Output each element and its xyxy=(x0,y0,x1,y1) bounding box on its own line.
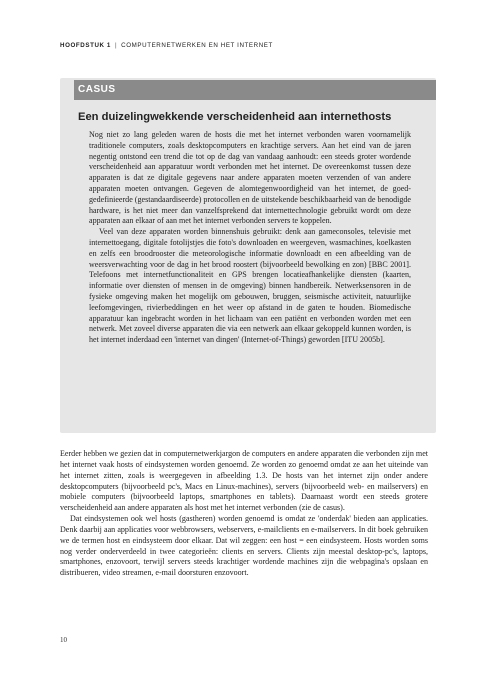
main-text xyxy=(60,449,428,579)
casus-tab-fill xyxy=(74,80,436,100)
running-head-title: COMPUTERNETWERKEN EN HET INTERNET xyxy=(121,42,273,49)
main-paragraph-1: Eerder hebben we gezien dat in computernetwerkjargon de computers en andere apparaten die verbonden zijn met het internet vaak hosts of eindsystemen worden genoemd. Ze worden zo genoemd omdat ze aan het uiteinde van het internet zitten, zoals is weergegeven in afbeelding 1.3. De hosts van het internet zijn onder andere desktopcomputers (bijvoorbeeld pc's, Macs en Linux-machines), servers (bijvoorbeeld web- en mailservers) en mobiele computers (bijvoorbeeld laptops, smartphones en tablets). Daarnaast wordt een steeds grotere verscheidenheid aan andere apparaten als host met het internet verbonden (zie de casus). xyxy=(60,449,428,513)
casus-paragraph-2: Veel van deze apparaten worden binnenshuis gebruikt: denk aan gameconsoles, televisie met internettoegang, digitale fotolijstjes die foto's downloaden en weergeven, wasmachines, koelkasten en zelfs een broodrooster die meteorologische informatie downloadt en een afbeelding van de weersverwachting voor de dag in het brood roostert (bijvoorbeeld bewolking en zon) [BBC 2001]. Telefoons met internetfunctionaliteit en GPS brengen locatieafhankelijke diensten (kaarten, informatie over diensten of mensen in de omgeving) binnen handbereik. Netwerksensoren in de fysieke omgeving maken het mogelijk om gebouwen, bruggen, seismische activiteit, natuurlijke leefomgevingen, rivierbeddingen en het weer op afstand in de gaten te houden. Biomedische apparatuur kan ingebracht worden in het lichaam van een patiënt en verbonden worden met een netwerk. Met zoveel diverse apparaten die via een netwerk aan elkaar gekoppeld kunnen worden, is het internet inderdaad een 'internet van dingen' (Internet-of-Things) geworden [ITU 2005b]. xyxy=(89,227,411,345)
casus-title: Een duizelingwekkende verscheidenheid aan internethosts xyxy=(78,111,392,123)
running-head xyxy=(60,42,273,49)
casus-paragraph-1: Nog niet zo lang geleden waren de hosts die met het internet verbonden waren voornamelijk traditionele computers, zoals desktopcomputers en krachtige servers. Aan het eind van de jaren negentig ontstond een trend die tot op de dag van vandaag aanhoudt: een steeds groter wordende verscheidenheid aan apparatuur wordt verbonden met het internet. De overeenkomst tussen deze apparaten is dat ze digitale gegevens naar andere apparaten moeten verzenden of van andere apparaten moeten ontvangen. Gegeven de alomtegenwoordigheid van het internet, de goed-gedefinieerde (gestandaardiseerde) protocollen en de uitstekende beschikbaarheid van de benodigde hardware, is het niet meer dan vanzelfsprekend dat internettechnologie gebruikt wordt om deze apparaten aan elkaar of aan met het internet verbonden servers te koppelen. xyxy=(89,130,411,226)
casus-tab xyxy=(60,78,436,98)
casus-label: CASUS xyxy=(78,84,116,95)
page-number: 10 xyxy=(60,636,67,644)
casus-body xyxy=(89,130,411,346)
casus-box xyxy=(60,78,436,433)
main-paragraph-2: Dat eindsystemen ook wel hosts (gastheren) worden genoemd is omdat ze 'onderdak' bieden aan applicaties. Denk daarbij aan applicaties voor webbrowsers, webservers, e-mailclients en e-mailservers. In dit boek gebruiken we de termen host en eindsysteem door elkaar. Dat wil zeggen: een host = een eindsysteem. Hosts worden soms nog verder onderverdeeld in twee categorieën: clients en servers. Clients zijn meestal desktop-pc's, laptops, smartphones, enzovoort, terwijl servers steeds krachtiger wordende machines zijn die webpagina's opslaan en distribueren, video streamen, e-mail doorsturen enzovoort. xyxy=(60,514,428,578)
running-head-chapter: HOOFDSTUK 1 xyxy=(60,42,111,49)
running-head-separator: | xyxy=(114,42,118,49)
